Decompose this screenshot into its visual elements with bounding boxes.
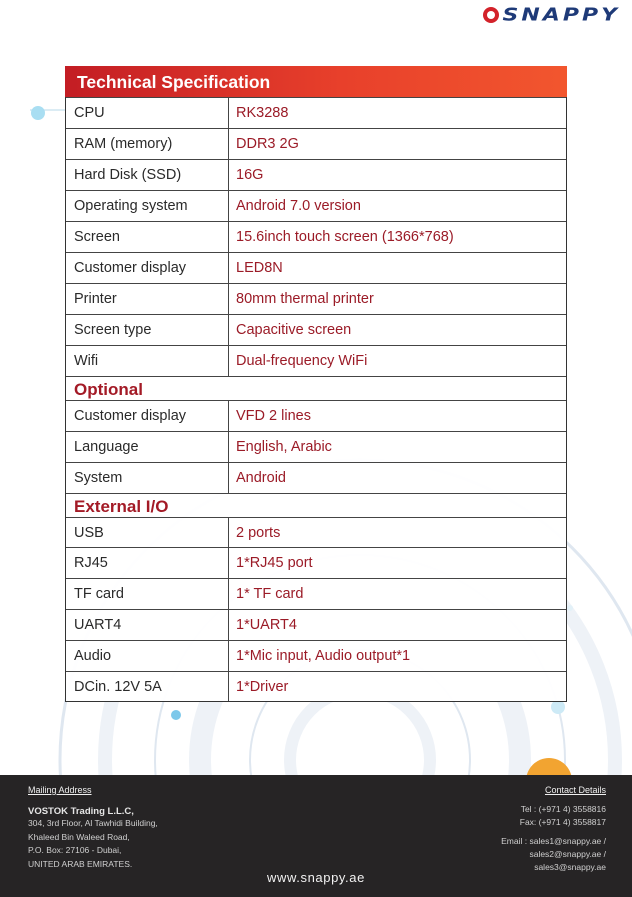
spec-value: Android 7.0 version — [236, 198, 361, 214]
spec-label: DCin. 12V 5A — [66, 672, 229, 701]
spec-label: Wifi — [66, 346, 229, 376]
spec-label: Printer — [66, 284, 229, 314]
spec-title: Technical Specification — [65, 66, 567, 97]
spec-value: 16G — [236, 167, 264, 183]
spec-value: DDR3 2G — [236, 136, 299, 152]
spec-row — [66, 609, 566, 640]
website-link[interactable]: www.snappy.ae — [267, 870, 365, 885]
spec-row — [66, 283, 566, 314]
spec-row — [66, 252, 566, 283]
email-line[interactable]: sales3@snappy.ae — [534, 862, 606, 872]
spec-value: 15.6inch touch screen (1366*768) — [236, 229, 454, 245]
deco-dot-bottom — [171, 710, 181, 720]
spec-value: 1*RJ45 port — [236, 555, 313, 571]
spec-row — [66, 578, 566, 609]
spec-label: RAM (memory) — [66, 129, 229, 159]
spec-label: RJ45 — [66, 548, 229, 578]
company-name: VOSTOK Trading L.L.C, — [28, 806, 134, 817]
spec-row — [66, 314, 566, 345]
spec-label: Operating system — [66, 191, 229, 221]
spec-row — [66, 128, 566, 159]
deco-dot-top — [31, 106, 45, 120]
optional-heading: Optional — [66, 376, 566, 400]
spec-row — [66, 640, 566, 671]
spec-value: 1*UART4 — [236, 617, 297, 633]
optional-rows — [66, 400, 566, 493]
spec-row — [66, 671, 566, 701]
spec-row — [66, 517, 566, 547]
spec-label: Screen — [66, 222, 229, 252]
address-line: Khaleed Bin Waleed Road, — [28, 831, 130, 842]
spec-value: 1*Mic input, Audio output*1 — [236, 648, 411, 664]
address-line: UNITED ARAB EMIRATES. — [28, 858, 133, 869]
contact-details — [501, 785, 606, 874]
contact-heading: Contact Details — [544, 785, 606, 795]
spec-row — [66, 345, 566, 376]
spec-label: TF card — [66, 579, 229, 609]
spec-row — [66, 159, 566, 190]
snappy-logo — [483, 4, 620, 26]
spec-row — [66, 190, 566, 221]
external-io-rows — [66, 517, 566, 701]
spec-label: Audio — [66, 641, 229, 671]
fax: Fax: (+971 4) 3558817 — [519, 817, 606, 827]
spec-label: System — [66, 463, 229, 493]
spec-label: Hard Disk (SSD) — [66, 160, 229, 190]
spec-label: Language — [66, 432, 229, 462]
spec-value: 1*Driver — [236, 678, 289, 695]
spec-row — [66, 97, 566, 128]
mailing-address — [28, 785, 158, 871]
spec-row — [66, 400, 566, 431]
email-line[interactable]: sales2@snappy.ae / — [529, 849, 606, 859]
deco-dot-right — [551, 700, 565, 714]
spec-label: UART4 — [66, 610, 229, 640]
spec-label: CPU — [66, 98, 229, 128]
spec-label: Customer display — [66, 401, 229, 431]
spec-value: 1* TF card — [236, 586, 304, 602]
spec-value: RK3288 — [236, 105, 289, 121]
spec-row — [66, 462, 566, 493]
spec-row — [66, 431, 566, 462]
spec-value: 2 ports — [236, 524, 281, 541]
spec-value: Capacitive screen — [236, 322, 352, 338]
address-line: P.O. Box: 27106 - Dubai, — [28, 845, 122, 855]
spec-row — [66, 547, 566, 578]
spec-value: 80mm thermal printer — [236, 291, 374, 307]
spec-value: English, Arabic — [236, 439, 332, 455]
spec-label: Screen type — [66, 315, 229, 345]
logo-mark-icon — [483, 7, 499, 23]
logo-text: SNAPPY — [502, 5, 620, 25]
mailing-heading: Mailing Address — [28, 785, 92, 795]
deco-dot-small — [567, 605, 573, 611]
spec-label: Customer display — [66, 253, 229, 283]
spec-row — [66, 221, 566, 252]
tel: Tel : (+971 4) 3558816 — [520, 804, 606, 814]
address-line: 304, 3rd Floor, Al Tawhidi Building, — [28, 818, 158, 828]
technical-specification-table — [65, 66, 567, 702]
email-line[interactable]: Email : sales1@snappy.ae / — [501, 836, 606, 846]
spec-rows — [66, 97, 566, 376]
spec-value: Dual-frequency WiFi — [236, 353, 368, 369]
spec-label: USB — [66, 518, 229, 547]
footer — [0, 775, 632, 897]
spec-value: LED8N — [236, 260, 283, 276]
spec-value: VFD 2 lines — [236, 408, 311, 424]
spec-value: Android — [236, 470, 286, 486]
external-io-heading: External I/O — [66, 493, 566, 517]
